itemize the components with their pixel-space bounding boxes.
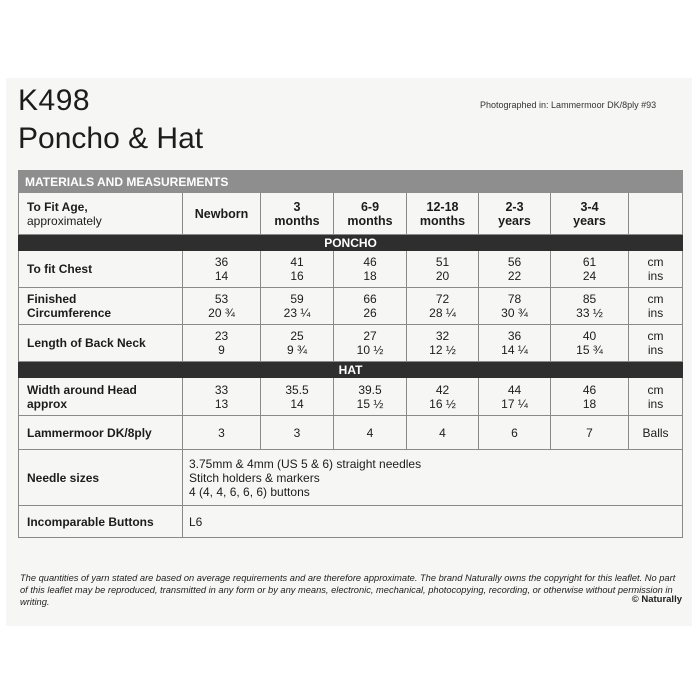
age-cell — [261, 193, 334, 235]
copyright-note: The quantities of yarn stated are based on average requirements and are therefore approximate. The brand Naturally owns the copyright for this leaflet. No part of this leaflet may be reproduced, transmitted in any form or by any means, electronic, mechanical, photocopying, recording, or otherwise without permission in writing. — [20, 573, 676, 607]
value-cell: 40 15 ¾ — [551, 325, 629, 362]
value-cell: 66 26 — [334, 288, 407, 325]
age-bottom: months — [419, 213, 466, 228]
unit-cell-empty — [629, 193, 683, 235]
yarn-value: 7 — [551, 416, 629, 450]
photographed-in-note: Photographed in: Lammermoor DK/8ply #93 — [480, 100, 657, 110]
value-cell: 25 9 ¾ — [261, 325, 334, 362]
pattern-code: K498 — [18, 84, 91, 117]
age-top: 3-4 — [580, 199, 599, 214]
needles-row — [19, 450, 683, 506]
row-label: Width around Head approx — [19, 378, 183, 416]
age-bottom: months — [274, 213, 320, 228]
age-cell — [479, 193, 551, 235]
value-cell: 51 20 — [407, 251, 479, 288]
age-top: 12-18 — [426, 199, 459, 214]
buttons-value: L6 — [183, 506, 683, 538]
value-cell: 23 9 — [183, 325, 261, 362]
value-cell: 53 20 ¾ — [183, 288, 261, 325]
table-row — [19, 251, 683, 288]
materials-header: MATERIALS AND MEASUREMENTS — [19, 171, 683, 193]
table-row — [19, 325, 683, 362]
age-bottom: years — [573, 213, 606, 228]
value-cell: 78 30 ¾ — [479, 288, 551, 325]
yarn-label: Lammermoor DK/8ply — [19, 416, 183, 450]
buttons-label: Incomparable Buttons — [19, 506, 183, 538]
value-cell: 36 14 ¼ — [479, 325, 551, 362]
yarn-value: 4 — [407, 416, 479, 450]
age-cell — [407, 193, 479, 235]
unit-cell: cm ins — [629, 378, 683, 416]
needles-label: Needle sizes — [19, 450, 183, 506]
fit-age-label-sub: approximately — [27, 213, 102, 228]
value-cell: 61 24 — [551, 251, 629, 288]
yarn-value: 3 — [261, 416, 334, 450]
age-top: 2-3 — [505, 199, 524, 214]
section-hat: HAT — [19, 362, 683, 378]
age-cell — [183, 193, 261, 235]
age-top: 6-9 — [360, 199, 380, 214]
value-cell: 39.5 15 ½ — [334, 378, 407, 416]
age-top: 3 — [293, 199, 301, 214]
yarn-row — [19, 416, 683, 450]
needles-value — [183, 450, 683, 506]
fit-age-label-main: To Fit Age, — [27, 199, 88, 214]
unit-cell: cm ins — [629, 251, 683, 288]
row-label: Finished Circumference — [19, 288, 183, 325]
age-cell — [334, 193, 407, 235]
needles-line: 4 (4, 4, 6, 6, 6) buttons — [189, 484, 310, 499]
value-cell: 42 16 ½ — [407, 378, 479, 416]
yarn-value: 6 — [479, 416, 551, 450]
value-cell: 72 28 ¼ — [407, 288, 479, 325]
value-cell: 35.5 14 — [261, 378, 334, 416]
table-row — [19, 288, 683, 325]
yarn-value: 4 — [334, 416, 407, 450]
table-header-row — [19, 171, 683, 193]
row-label: To fit Chest — [19, 251, 183, 288]
copyright-mark: © Naturally — [631, 594, 682, 605]
value-cell: 46 18 — [551, 378, 629, 416]
needles-line: 3.75mm & 4mm (US 5 & 6) straight needles — [189, 456, 422, 471]
value-cell: 56 22 — [479, 251, 551, 288]
pattern-title: Poncho & Hat — [18, 122, 204, 155]
yarn-value: 3 — [183, 416, 261, 450]
age-bottom: months — [347, 213, 393, 228]
value-cell: 32 12 ½ — [407, 325, 479, 362]
age-row — [19, 193, 683, 235]
fit-age-label — [19, 193, 183, 235]
needles-line: Stitch holders & markers — [189, 470, 320, 485]
age-top: Newborn — [194, 206, 249, 221]
age-cell — [551, 193, 629, 235]
row-label: Length of Back Neck — [19, 325, 183, 362]
section-poncho: PONCHO — [19, 235, 683, 251]
table-row — [19, 378, 683, 416]
materials-table — [18, 170, 683, 538]
unit-cell: cm ins — [629, 288, 683, 325]
value-cell: 59 23 ¼ — [261, 288, 334, 325]
yarn-unit: Balls — [629, 416, 683, 450]
section-row-poncho — [19, 235, 683, 251]
age-bottom: years — [498, 213, 531, 228]
value-cell: 36 14 — [183, 251, 261, 288]
value-cell: 33 13 — [183, 378, 261, 416]
section-row-hat — [19, 362, 683, 378]
value-cell: 41 16 — [261, 251, 334, 288]
value-cell: 44 17 ¼ — [479, 378, 551, 416]
value-cell: 46 18 — [334, 251, 407, 288]
value-cell: 85 33 ½ — [551, 288, 629, 325]
buttons-row — [19, 506, 683, 538]
unit-cell: cm ins — [629, 325, 683, 362]
value-cell: 27 10 ½ — [334, 325, 407, 362]
